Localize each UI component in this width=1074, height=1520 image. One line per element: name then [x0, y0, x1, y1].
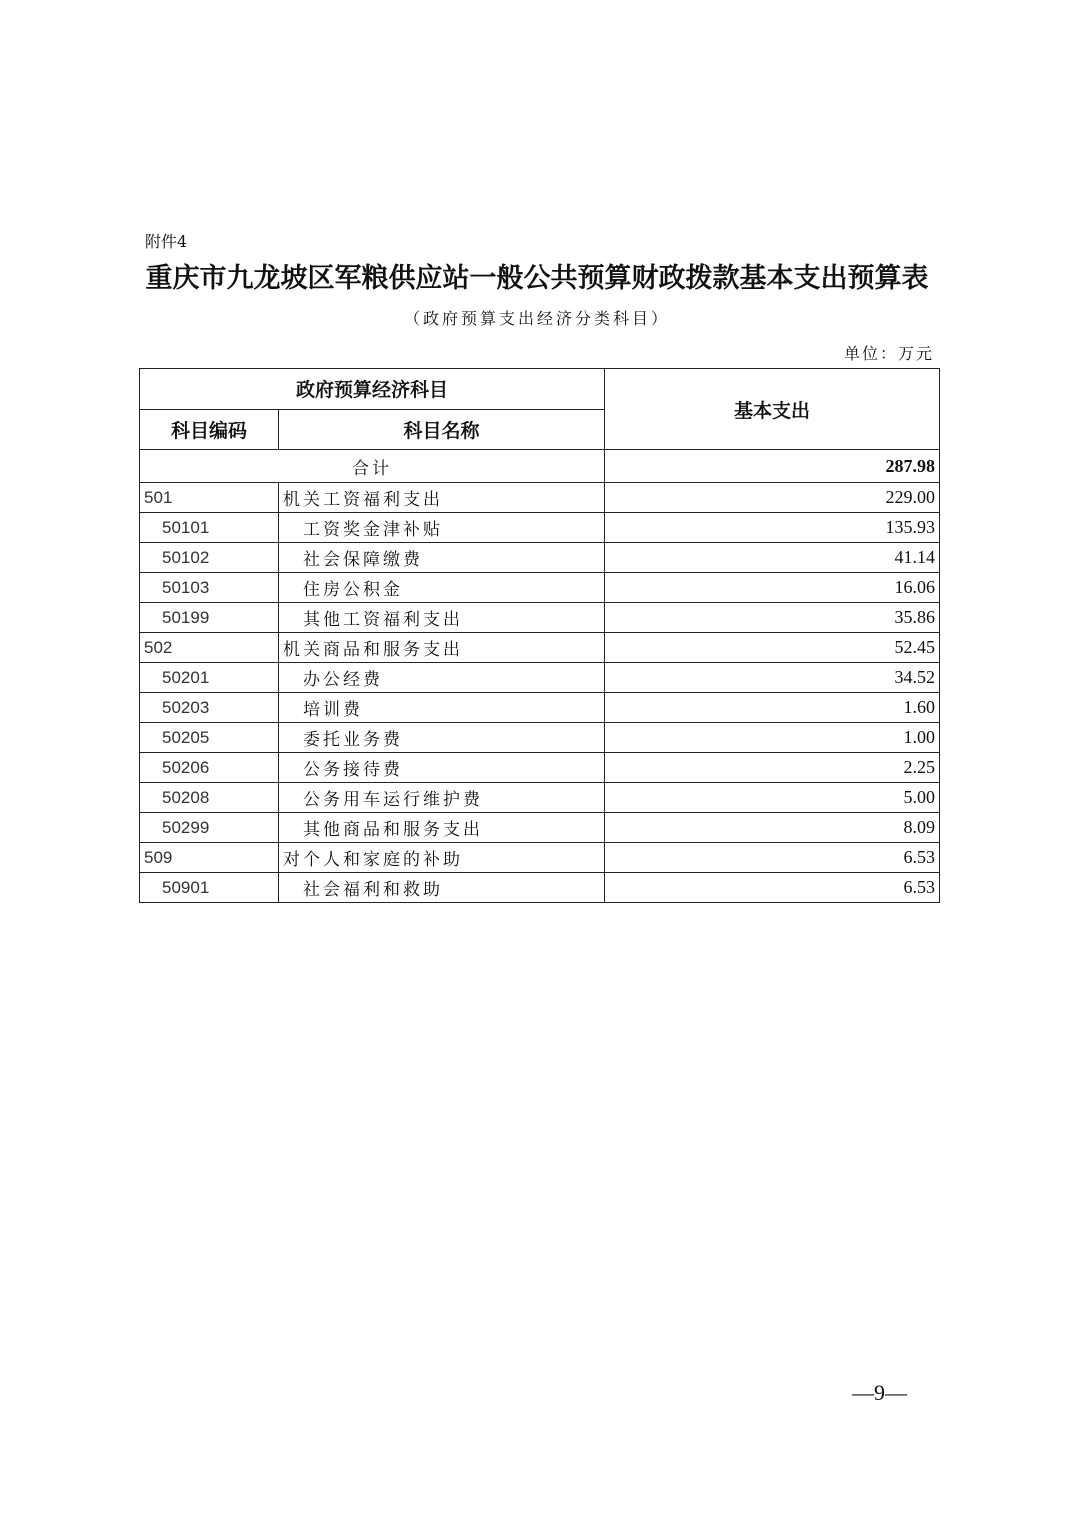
- row-code: 50103: [140, 573, 279, 603]
- total-amount: 287.98: [605, 450, 940, 483]
- amount-header: 基本支出: [605, 369, 940, 450]
- row-code: 50208: [140, 783, 279, 813]
- row-amount: 41.14: [605, 543, 940, 573]
- row-name: 办公经费: [279, 663, 605, 693]
- row-amount: 6.53: [605, 843, 940, 873]
- row-name: 委托业务费: [279, 723, 605, 753]
- table-row: [140, 723, 940, 753]
- row-name: 其他商品和服务支出: [279, 813, 605, 843]
- row-code: 50199: [140, 603, 279, 633]
- row-code: 50205: [140, 723, 279, 753]
- row-code: 50102: [140, 543, 279, 573]
- row-amount: 16.06: [605, 573, 940, 603]
- row-code: 509: [140, 843, 279, 873]
- total-row: [140, 450, 940, 483]
- row-name: 社会福利和救助: [279, 873, 605, 903]
- row-code: 50201: [140, 663, 279, 693]
- page-title: 重庆市九龙坡区军粮供应站一般公共预算财政拨款基本支出预算表: [145, 263, 929, 294]
- table-row: [140, 693, 940, 723]
- row-code: 502: [140, 633, 279, 663]
- row-name: 社会保障缴费: [279, 543, 605, 573]
- name-header: 科目名称: [279, 409, 605, 450]
- row-code: 50901: [140, 873, 279, 903]
- table-row: [140, 603, 940, 633]
- code-header: 科目编码: [140, 409, 279, 450]
- table-row: [140, 663, 940, 693]
- attachment-label: 附件4: [145, 232, 188, 251]
- row-name: 培训费: [279, 693, 605, 723]
- row-name: 公务接待费: [279, 753, 605, 783]
- table-row: [140, 513, 940, 543]
- row-code: 50206: [140, 753, 279, 783]
- row-amount: 1.00: [605, 723, 940, 753]
- row-name: 机关工资福利支出: [279, 483, 605, 513]
- row-amount: 34.52: [605, 663, 940, 693]
- row-amount: 229.00: [605, 483, 940, 513]
- unit-label: 单位：万元: [843, 344, 934, 363]
- table-row: [140, 573, 940, 603]
- row-amount: 2.25: [605, 753, 940, 783]
- table-row: [140, 753, 940, 783]
- row-name: 住房公积金: [279, 573, 605, 603]
- table-row: [140, 813, 940, 843]
- page-subtitle: （政府预算支出经济分类科目）: [403, 309, 670, 328]
- row-amount: 6.53: [605, 873, 940, 903]
- table-row: [140, 843, 940, 873]
- row-code: 50299: [140, 813, 279, 843]
- row-name: 其他工资福利支出: [279, 603, 605, 633]
- row-amount: 52.45: [605, 633, 940, 663]
- row-amount: 35.86: [605, 603, 940, 633]
- table-row: [140, 633, 940, 663]
- group-header: 政府预算经济科目: [140, 369, 605, 410]
- row-name: 对个人和家庭的补助: [279, 843, 605, 873]
- table-row: [140, 873, 940, 903]
- row-amount: 8.09: [605, 813, 940, 843]
- row-amount: 1.60: [605, 693, 940, 723]
- table-row: [140, 543, 940, 573]
- row-name: 机关商品和服务支出: [279, 633, 605, 663]
- page-number: —9—: [852, 1380, 907, 1405]
- row-name: 公务用车运行维护费: [279, 783, 605, 813]
- row-code: 50203: [140, 693, 279, 723]
- budget-table: [139, 368, 940, 903]
- row-code: 50101: [140, 513, 279, 543]
- total-label: 合计: [140, 450, 605, 483]
- row-amount: 5.00: [605, 783, 940, 813]
- row-code: 501: [140, 483, 279, 513]
- row-amount: 135.93: [605, 513, 940, 543]
- row-name: 工资奖金津补贴: [279, 513, 605, 543]
- table-row: [140, 783, 940, 813]
- table-row: [140, 483, 940, 513]
